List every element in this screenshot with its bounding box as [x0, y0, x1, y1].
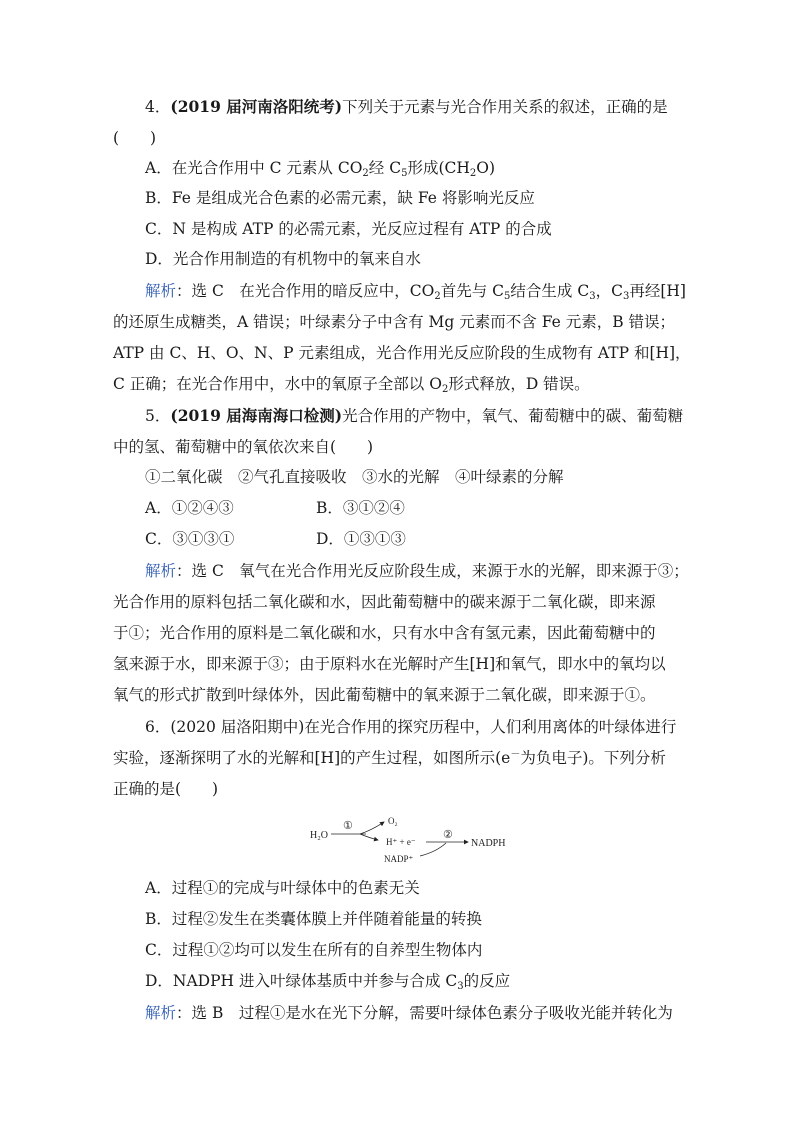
q4-number: 4．	[145, 98, 171, 116]
q5-analysis-line4: 氢来源于水，即来源于③；由于原料水在光解时产生[H]和氧气，即水中的氧均以	[113, 655, 666, 673]
q5-items: ①二氧化碳 ②气孔直接吸收 ③水的光解 ④叶绿素的分解	[145, 468, 564, 486]
step2-label: ②	[443, 829, 453, 841]
h2o-label: H₂O	[310, 830, 328, 841]
q6-stem-line2: 实验，逐渐探明了水的光解和[H]的产生过程，如图所示(e－为负电子)。下列分析	[113, 749, 666, 767]
q4-source: (2019 届河南洛阳统考)	[170, 97, 343, 116]
q4-analysis-label: 解析	[145, 282, 177, 300]
q5-option-c: C．③①③①	[145, 530, 235, 548]
q5-number: 5．	[145, 407, 171, 425]
q5-analysis-line3: 于①；光合作用的原料是二氧化碳和水，只有水中含有氢元素，因此葡萄糖中的	[113, 624, 656, 642]
q5-stem-line2: 中的氢、葡萄糖中的氧依次来自( )	[113, 438, 374, 456]
q4-blank: ( )	[113, 129, 157, 147]
q4-analysis-line2: 的还原生成糖类，A 错误；叶绿素分子中含有 Mg 元素而不含 Fe 元素，B 错误；	[113, 313, 676, 331]
h-e-label: H⁺ + e⁻	[386, 837, 416, 847]
q4-option-a: A．在光合作用中 C 元素从 $CO_2$经 $C_5$形成$(CH_2O)$	[145, 159, 496, 179]
q4-analysis-line3: ATP 由 C、H、O、N、P 元素组成，光合作用光反应阶段的生成物有 ATP 和[H]，	[113, 344, 691, 362]
q5-options-row1	[145, 497, 234, 519]
q6-analysis-label: 解析	[145, 1004, 177, 1022]
q6-option-a: A．过程①的完成与叶绿体中的色素无关	[145, 879, 420, 897]
q5-analysis-line5: 氧气的形式扩散到叶绿体外，因此葡萄糖中的氧来源于二氧化碳，即来源于①。	[113, 686, 656, 704]
nadp-join-curve	[420, 843, 446, 856]
q4-analysis-line4: C 正确；在光合作用中，水中的氧原子全部以 $O_2$形式释放，D 错误。	[113, 375, 590, 395]
q5-source: (2019 届海南海口检测)	[170, 406, 343, 425]
q4-option-b: B．Fe 是组成光合色素的必需元素，缺 Fe 将影响光反应	[145, 189, 535, 207]
q6-option-c: C．过程①②均可以发生在所有的自养型生物体内	[145, 941, 483, 959]
q5-option-d: D．①③①③	[316, 530, 406, 548]
q6-analysis-line1: 解析：选 B 过程①是水在光下分解，需要叶绿体色素分子吸收光能并转化为	[145, 1004, 673, 1022]
q5-option-a: A．①②④③	[145, 499, 234, 517]
q5-stem-line1: 5．(2019 届海南海口检测)光合作用的产物中，氧气、葡萄糖中的碳、葡萄糖	[145, 406, 684, 425]
q4-option-c: C．N 是构成 ATP 的必需元素，光反应过程有 ATP 的合成	[145, 220, 552, 238]
to-o2-arrow	[360, 822, 384, 834]
nadp-label: NADP⁺	[384, 854, 414, 864]
to-h-arrow	[360, 834, 378, 840]
q5-option-b: B．③①②④	[316, 499, 405, 517]
o2-label: O₂	[388, 816, 398, 826]
q5-analysis-line1: 解析：选 C 氧气在光合作用光反应阶段生成，来源于水的光解，即来源于③；	[145, 562, 689, 580]
q6-option-b: B．过程②发生在类囊体膜上并伴随着能量的转换	[145, 910, 482, 928]
q4-option-d: D．光合作用制造的有机物中的氧来自水	[145, 250, 421, 268]
q4-analysis-line1: 解析：选 C 在光合作用的暗反应中，$CO_2$首先与 $C_5$结合生成 $C_3$，$C_3$再经[H]	[145, 282, 686, 302]
step1-label: ①	[343, 820, 353, 832]
q4-stem: 下列关于元素与光合作用关系的叙述，正确的是	[342, 98, 668, 116]
q5-analysis-label: 解析	[145, 562, 177, 580]
q6-stem-line1: 6．(2020 届洛阳期中)在光合作用的探究历程中，人们利用离体的叶绿体进行	[145, 718, 677, 736]
q6-option-d: D．NADPH 进入叶绿体基质中并参与合成 $C_3$的反应	[145, 972, 511, 992]
water-photolysis-diagram	[300, 812, 530, 868]
q4-stem-line1	[145, 96, 668, 118]
q6-stem-line3: 正确的是( )	[113, 780, 219, 798]
q5-analysis-line2: 光合作用的原料包括二氧化碳和水，因此葡萄糖中的碳来源于二氧化碳，即来源	[113, 593, 656, 611]
q6-number: 6．	[145, 718, 171, 736]
nadph-label: NADPH	[471, 838, 506, 849]
